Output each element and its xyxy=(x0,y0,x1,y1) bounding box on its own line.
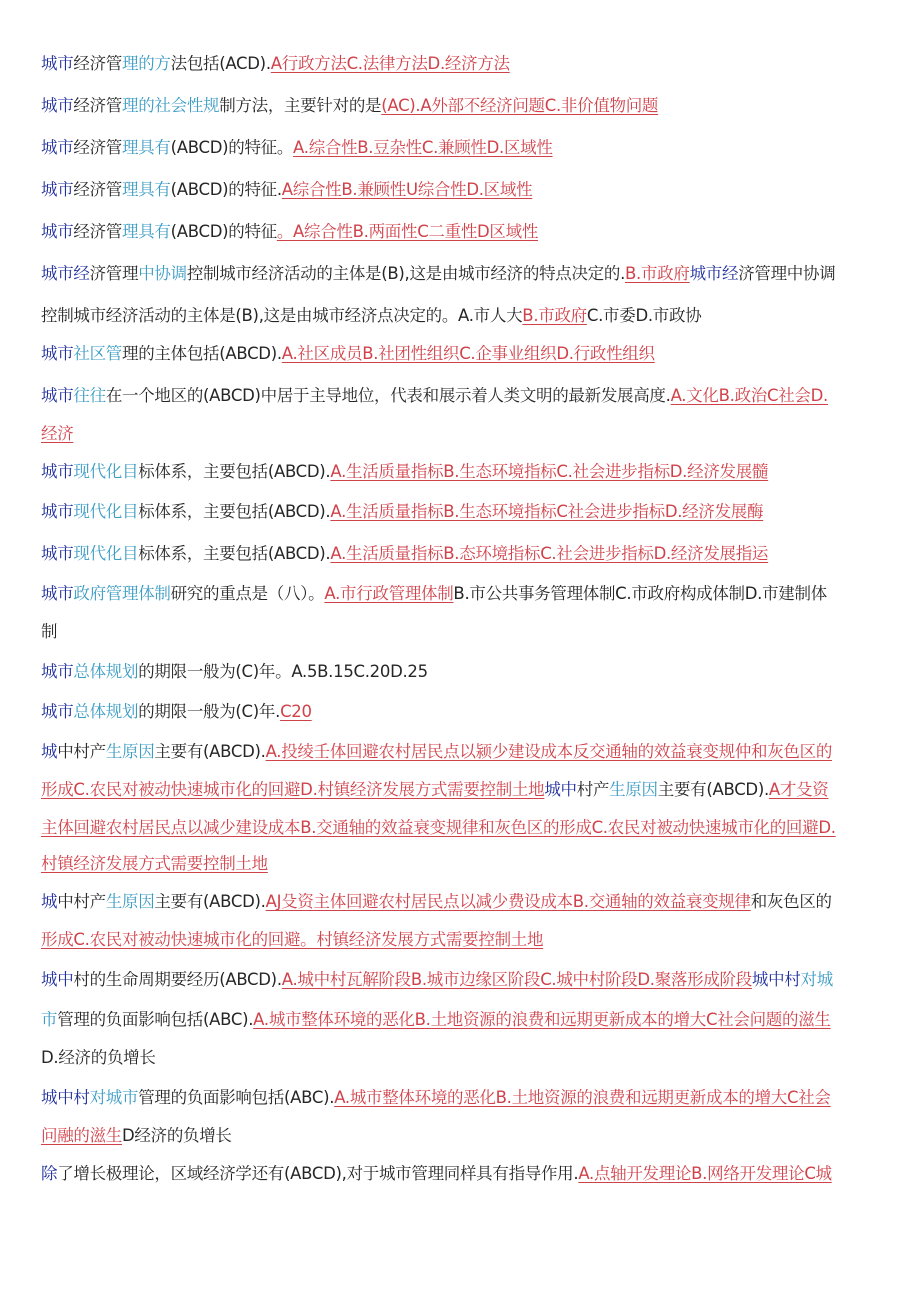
question-text: 对城市 xyxy=(89,1088,139,1107)
question-text: 城市 xyxy=(41,544,74,563)
question-text: 城市 xyxy=(41,462,74,481)
question-text: 经济管 xyxy=(73,222,123,241)
question-text: 城市 xyxy=(41,180,74,199)
question-text: 经济管 xyxy=(73,180,123,199)
answer-text: 形成C.农民对被动快速城市化的回避。村镇经济发展方式需要控制土地 xyxy=(41,930,544,949)
text-line xyxy=(41,778,886,802)
question-text: D.经济的负增长 xyxy=(41,1048,156,1067)
answer-text: A行政方法C.法律方法D.经济方法 xyxy=(270,54,510,73)
answer-text: A.点轴开发理论B.网络开发理论C城 xyxy=(578,1164,832,1183)
question-text: 理的社会性规 xyxy=(122,96,220,115)
question-text: 标体系，主要包括(ABCD). xyxy=(138,502,331,521)
answer-text: A才殳资 xyxy=(768,780,829,799)
question-text: 济管理 xyxy=(89,264,139,283)
answer-text: A.综合性B.豆杂性C.兼顾性D.区域性 xyxy=(293,138,553,157)
text-line xyxy=(41,816,886,840)
question-text: 经济管 xyxy=(73,138,123,157)
text-line xyxy=(41,542,886,566)
text-line xyxy=(41,620,886,644)
question-text: 城市 xyxy=(41,702,74,721)
question-text: 研究的重点是（八）。 xyxy=(170,584,325,603)
text-line xyxy=(41,262,886,286)
question-text: 管理的负面影响包括(ABC). xyxy=(57,1010,254,1029)
question-text: 中村产 xyxy=(57,742,106,761)
answer-text: 主体回避农村居民点以减少建设成本B.交通轴的效益衰变规律和灰色区的形成C.农民对被动快速城市化的回避D. xyxy=(41,818,836,837)
question-text: 制方法，主要针对的是 xyxy=(219,96,382,115)
question-text: 生原因 xyxy=(105,892,155,911)
question-text: 城中 xyxy=(544,780,577,799)
answer-text: 问融的滋生 xyxy=(41,1126,123,1145)
answer-text: C20 xyxy=(280,702,312,721)
text-line xyxy=(41,928,886,952)
question-text: 控制城市经济活动的主体是(B),这是由城市经济点决定的。A.市人大 xyxy=(41,306,523,325)
text-line xyxy=(41,342,886,366)
question-text: 城市 xyxy=(41,54,74,73)
question-text: 政府管理体制 xyxy=(73,584,171,603)
question-text: 法包括(ACD). xyxy=(170,54,271,73)
answer-text: A.市行政管理体制 xyxy=(324,584,454,603)
answer-text: (AC).A外部不经济问题C.非价值物问题 xyxy=(381,96,659,115)
question-text: (ABCD)的特征。 xyxy=(170,138,294,157)
question-text: 城中村 xyxy=(41,1088,90,1107)
answer-text: A综合性B.兼顾性U综合性D.区域性 xyxy=(281,180,533,199)
text-line xyxy=(41,384,886,408)
question-text: 城市经 xyxy=(689,264,739,283)
answer-text: A.文化B.政治C社会D. xyxy=(670,386,828,405)
question-text: 了增长极理论，区域经济学还有(ABCD),对于城市管理同样具有指导作用. xyxy=(57,1164,579,1183)
question-text: 城市 xyxy=(41,662,74,681)
question-text: 主要有(ABCD). xyxy=(657,780,769,799)
answer-text: B.市政府 xyxy=(522,306,587,325)
question-text: 经济管 xyxy=(73,96,123,115)
answer-text: A.投绫壬体回避农村居民点以颍少建设成本反交通轴的效益衰变规仲和灰色区的 xyxy=(265,742,833,761)
question-text: 城市 xyxy=(41,502,74,521)
answer-text: A.生活质量指标B.态环境指标C.社会进步指标D.经济发展指运 xyxy=(330,544,769,563)
question-text: 理的主体包括(ABCD). xyxy=(122,344,282,363)
question-text: B.市公共事务管理体制C.市政府构成体制D.市建制体 xyxy=(453,584,827,603)
question-text: 城市经 xyxy=(41,264,90,283)
answer-text: 村镇经济发展方式需要控制土地 xyxy=(41,854,268,873)
question-text: 城市 xyxy=(41,386,74,405)
text-line xyxy=(41,740,886,764)
question-text: 现代化目 xyxy=(73,462,139,481)
question-text: 的期限一般为(C)年。A.5B.15C.20D.25 xyxy=(138,662,428,681)
question-text: 控制城市经济活动的主体是(B),这是由城市经济的特点决定的. xyxy=(186,264,626,283)
text-line xyxy=(41,700,886,724)
question-text: 中协调 xyxy=(138,264,187,283)
question-text: 城 xyxy=(41,742,58,761)
text-line xyxy=(41,460,886,484)
question-text: 济管理中协调 xyxy=(738,264,836,283)
question-text: 生原因 xyxy=(609,780,658,799)
question-text: 理的方 xyxy=(122,54,171,73)
question-text: 城市 xyxy=(41,96,74,115)
answer-text: A.社区成员B.社团性组织C.企事业组织D.行政性组织 xyxy=(281,344,655,363)
question-text: 标体系，主要包括(ABCD). xyxy=(138,544,331,563)
question-text: D经济的负增长 xyxy=(122,1126,232,1145)
question-text: 市 xyxy=(41,1010,58,1029)
question-text: 理具有 xyxy=(122,138,171,157)
text-line xyxy=(41,1046,886,1070)
question-text: 生原因 xyxy=(105,742,155,761)
answer-text: 经济 xyxy=(41,424,74,443)
question-text: 总体规划 xyxy=(73,662,139,681)
question-text: 往往 xyxy=(73,386,106,405)
question-text: 城市 xyxy=(41,222,74,241)
text-line xyxy=(41,304,886,328)
question-text: 城中村 xyxy=(751,970,801,989)
question-text: (ABCD)的特征. xyxy=(170,180,282,199)
question-text: 现代化目 xyxy=(73,502,139,521)
text-line xyxy=(41,136,886,160)
answer-text: 。A综合性B.两面性C二重性D区域性 xyxy=(276,222,539,241)
answer-text: A.城中村瓦解阶段B.城市边缘区阶段C.城中村阶段D.聚落形成阶段 xyxy=(281,970,752,989)
text-line xyxy=(41,1162,886,1186)
question-text: 城市 xyxy=(41,138,74,157)
question-text: 对城 xyxy=(800,970,833,989)
question-text: 城中 xyxy=(41,970,74,989)
answer-text: A.城市整体环境的恶化B.土地资源的浪费和远期更新成本的增大C社会 xyxy=(334,1088,831,1107)
answer-text: 形成C.农民对被动快速城市化的回避D.村镇经济发展方式需要控制土地 xyxy=(41,780,545,799)
text-line xyxy=(41,890,886,914)
text-line xyxy=(41,660,886,684)
question-text: 和灰色区的 xyxy=(750,892,832,911)
answer-text: A.生活质量指标B.生态环境指标C.社会进步指标D.经济发展髓 xyxy=(330,462,769,481)
text-line xyxy=(41,968,886,992)
answer-text: A.城市整体环境的恶化B.土地资源的浪费和远期更新成本的增大C社会问题的滋生 xyxy=(253,1010,831,1029)
question-text: 理具有 xyxy=(122,222,171,241)
question-text: 中村产 xyxy=(57,892,106,911)
text-line xyxy=(41,852,886,876)
question-text: 总体规划 xyxy=(73,702,139,721)
question-text: 村的生命周期要经历(ABCD). xyxy=(73,970,282,989)
text-line xyxy=(41,178,886,202)
question-text: 理具有 xyxy=(122,180,171,199)
answer-text: A.生活质量指标B.生态环境指标C社会进步指标D.经济发展酶 xyxy=(330,502,764,521)
question-text: 制 xyxy=(41,622,58,641)
question-text: 城 xyxy=(41,892,58,911)
question-text: 除 xyxy=(41,1164,58,1183)
question-text: 标体系，主要包括(ABCD). xyxy=(138,462,331,481)
question-text: (ABCD)的特征 xyxy=(170,222,277,241)
question-text: 现代化目 xyxy=(73,544,139,563)
text-line xyxy=(41,52,886,76)
question-text: 城市 xyxy=(41,344,74,363)
text-line xyxy=(41,582,886,606)
question-text: 城市 xyxy=(41,584,74,603)
text-line xyxy=(41,220,886,244)
question-text: 主要有(ABCD). xyxy=(154,892,266,911)
question-text: 管理的负面影响包括(ABC). xyxy=(138,1088,335,1107)
question-text: 社区管 xyxy=(73,344,123,363)
question-text: 的期限一般为(C)年. xyxy=(138,702,281,721)
question-text: 在一个地区的(ABCD)中居于主导地位，代表和展示着人类文明的最新发展高度. xyxy=(105,386,671,405)
question-text: 村产 xyxy=(576,780,610,799)
question-text: 经济管 xyxy=(73,54,123,73)
text-line xyxy=(41,422,886,446)
answer-text: B.市政府 xyxy=(625,264,690,283)
text-line xyxy=(41,1124,886,1148)
question-text: C.市委D.市政协 xyxy=(586,306,702,325)
text-line xyxy=(41,1008,886,1032)
text-line xyxy=(41,1086,886,1110)
text-line xyxy=(41,94,886,118)
question-text: 主要有(ABCD). xyxy=(154,742,266,761)
text-line xyxy=(41,500,886,524)
answer-text: AJ殳资主体回避农村居民点以减少费设成本B.交通轴的效益衰变规律 xyxy=(265,892,751,911)
